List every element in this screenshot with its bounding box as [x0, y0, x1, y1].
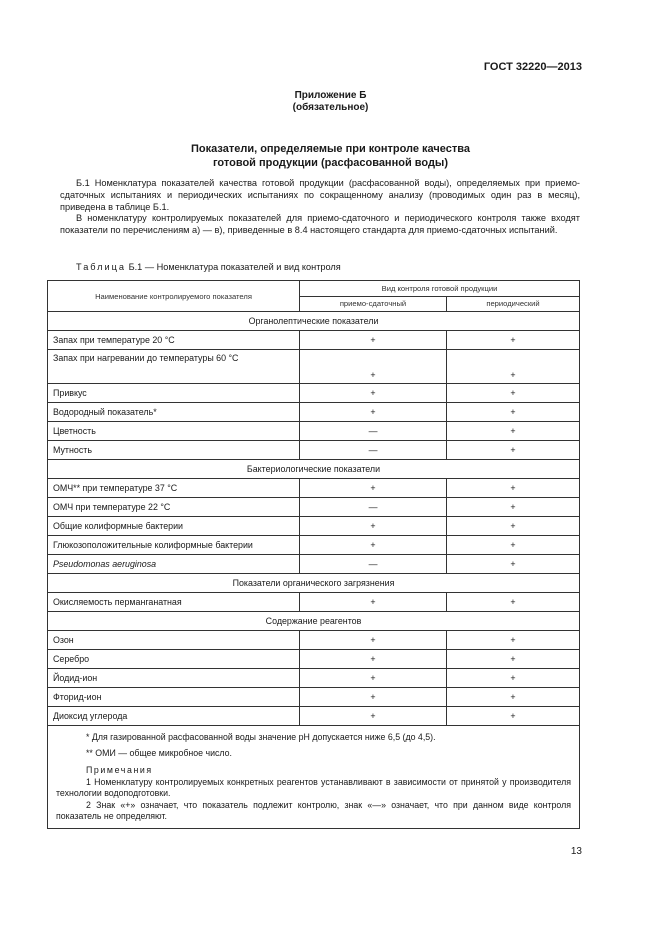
indicator-name: Водородный показатель*: [48, 403, 300, 422]
annex-heading: [0, 90, 661, 114]
indicator-name: Pseudomonas aeruginosa: [48, 555, 300, 574]
acceptance-mark: +: [300, 669, 447, 688]
acceptance-mark: +: [300, 536, 447, 555]
indicator-name: Запах при нагревании до температуры 60 °C: [48, 350, 300, 384]
acceptance-mark: —: [300, 498, 447, 517]
acceptance-mark: +: [300, 331, 447, 350]
notes-heading: Примечания: [86, 765, 153, 775]
intro-paragraph-1: Б.1 Номенклатура показателей качества готовой продукции (расфасованной воды), определяемых при приемо-сдаточных испытаниях и периодических испытаниях по сокращенному анализу (проводимых один раз в месяц), приведена в таблице Б.1.: [60, 178, 580, 212]
section-title: Содержание реагентов: [48, 612, 580, 631]
indicator-name: Диоксид углерода: [48, 707, 300, 726]
acceptance-mark: —: [300, 555, 447, 574]
periodic-mark: +: [447, 441, 580, 460]
indicator-name: ОМЧ при температуре 22 °C: [48, 498, 300, 517]
acceptance-mark: —: [300, 422, 447, 441]
indicator-name: ОМЧ** при температуре 37 °C: [48, 479, 300, 498]
acceptance-mark: +: [300, 350, 447, 384]
table-header-row: [48, 281, 580, 297]
document-title: [0, 142, 661, 170]
periodic-mark: +: [447, 479, 580, 498]
section-row: [48, 460, 580, 479]
table-row: [48, 422, 580, 441]
table-caption-text: Б.1 — Номенклатура показателей и вид контроля: [126, 262, 341, 272]
document-title-line1: Показатели, определяемые при контроле качества: [191, 143, 470, 155]
periodic-mark: +: [447, 688, 580, 707]
acceptance-mark: —: [300, 441, 447, 460]
section-title: Показатели органического загрязнения: [48, 574, 580, 593]
periodic-mark: +: [447, 555, 580, 574]
table-row: [48, 631, 580, 650]
table-row: [48, 350, 580, 384]
section-title: Бактериологические показатели: [48, 460, 580, 479]
indicator-name: Цветность: [48, 422, 300, 441]
periodic-mark: +: [447, 707, 580, 726]
table-row: [48, 536, 580, 555]
table-caption-label: Таблица: [76, 262, 127, 272]
table-row: [48, 441, 580, 460]
header-control-type: Вид контроля готовой продукции: [300, 281, 580, 297]
section-title: Органолептические показатели: [48, 312, 580, 331]
intro-paragraph-2: В номенклатуру контролируемых показателей для приемо-сдаточного и периодического контроля также входят показатели по перечислениям а) — в), приведенные в 8.4 настоящего стандарта для приемо-сдаточных испытаний.: [60, 213, 580, 236]
header-periodic: периодический: [447, 296, 580, 312]
table-row: [48, 384, 580, 403]
acceptance-mark: +: [300, 688, 447, 707]
periodic-mark: +: [447, 536, 580, 555]
annex-title: Приложение Б: [294, 90, 367, 101]
acceptance-mark: +: [300, 631, 447, 650]
table-row: [48, 593, 580, 612]
table-row: [48, 331, 580, 350]
indicator-name: Озон: [48, 631, 300, 650]
indicator-name: Привкус: [48, 384, 300, 403]
periodic-mark: +: [447, 650, 580, 669]
document-title-line2: готовой продукции (расфасованной воды): [212, 157, 448, 169]
footnote: ** ОМИ — общее микробное число.: [86, 747, 232, 758]
table-row: [48, 498, 580, 517]
indicator-name: Мутность: [48, 441, 300, 460]
acceptance-mark: +: [300, 707, 447, 726]
table-row: [48, 555, 580, 574]
indicator-name: Окисляемость перманганатная: [48, 593, 300, 612]
note: 2 Знак «+» означает, что показатель подлежит контролю, знак «—» означает, что при данном виде контроля показатель не определяют.: [56, 799, 571, 821]
acceptance-mark: +: [300, 479, 447, 498]
indicator-name: Общие колиформные бактерии: [48, 517, 300, 536]
annex-status: (обязательное): [292, 102, 369, 113]
footnote: * Для газированной расфасованной воды значение pH допускается ниже 6,5 (до 4,5).: [86, 732, 436, 742]
periodic-mark: +: [447, 517, 580, 536]
periodic-mark: +: [447, 669, 580, 688]
acceptance-mark: +: [300, 593, 447, 612]
periodic-mark: +: [447, 384, 580, 403]
periodic-mark: +: [447, 422, 580, 441]
periodic-mark: +: [447, 631, 580, 650]
table-row: [48, 479, 580, 498]
acceptance-mark: +: [300, 403, 447, 422]
table-row: [48, 688, 580, 707]
document-code: ГОСТ 32220—2013: [483, 61, 582, 73]
acceptance-mark: +: [300, 517, 447, 536]
note: 1 Номенклатуру контролируемых конкретных реагентов устанавливают в зависимости от принятой у производителя технологии водоподготовки.: [56, 776, 571, 798]
table-row: [48, 517, 580, 536]
indicator-name: Глюкозоположительные колиформные бактерии: [48, 536, 300, 555]
indicator-name: Фторид-ион: [48, 688, 300, 707]
indicator-name: Серебро: [48, 650, 300, 669]
table-row: [48, 650, 580, 669]
header-acceptance: приемо-сдаточный: [300, 296, 447, 312]
table-caption: [76, 262, 341, 272]
indicators-table: [47, 280, 580, 829]
section-row: [48, 612, 580, 631]
table-notes: [48, 726, 580, 829]
periodic-mark: +: [447, 498, 580, 517]
table-row: [48, 707, 580, 726]
header-name: Наименование контролируемого показателя: [48, 281, 300, 312]
periodic-mark: +: [447, 350, 580, 384]
indicator-name: Запах при температуре 20 °C: [48, 331, 300, 350]
periodic-mark: +: [447, 403, 580, 422]
page-number: 13: [570, 846, 582, 857]
indicator-name: Йодид-ион: [48, 669, 300, 688]
section-row: [48, 312, 580, 331]
periodic-mark: +: [447, 331, 580, 350]
section-row: [48, 574, 580, 593]
table-row: [48, 403, 580, 422]
table-notes-row: [48, 726, 580, 829]
acceptance-mark: +: [300, 384, 447, 403]
periodic-mark: +: [447, 593, 580, 612]
intro-text: [60, 178, 580, 237]
acceptance-mark: +: [300, 650, 447, 669]
table-row: [48, 669, 580, 688]
